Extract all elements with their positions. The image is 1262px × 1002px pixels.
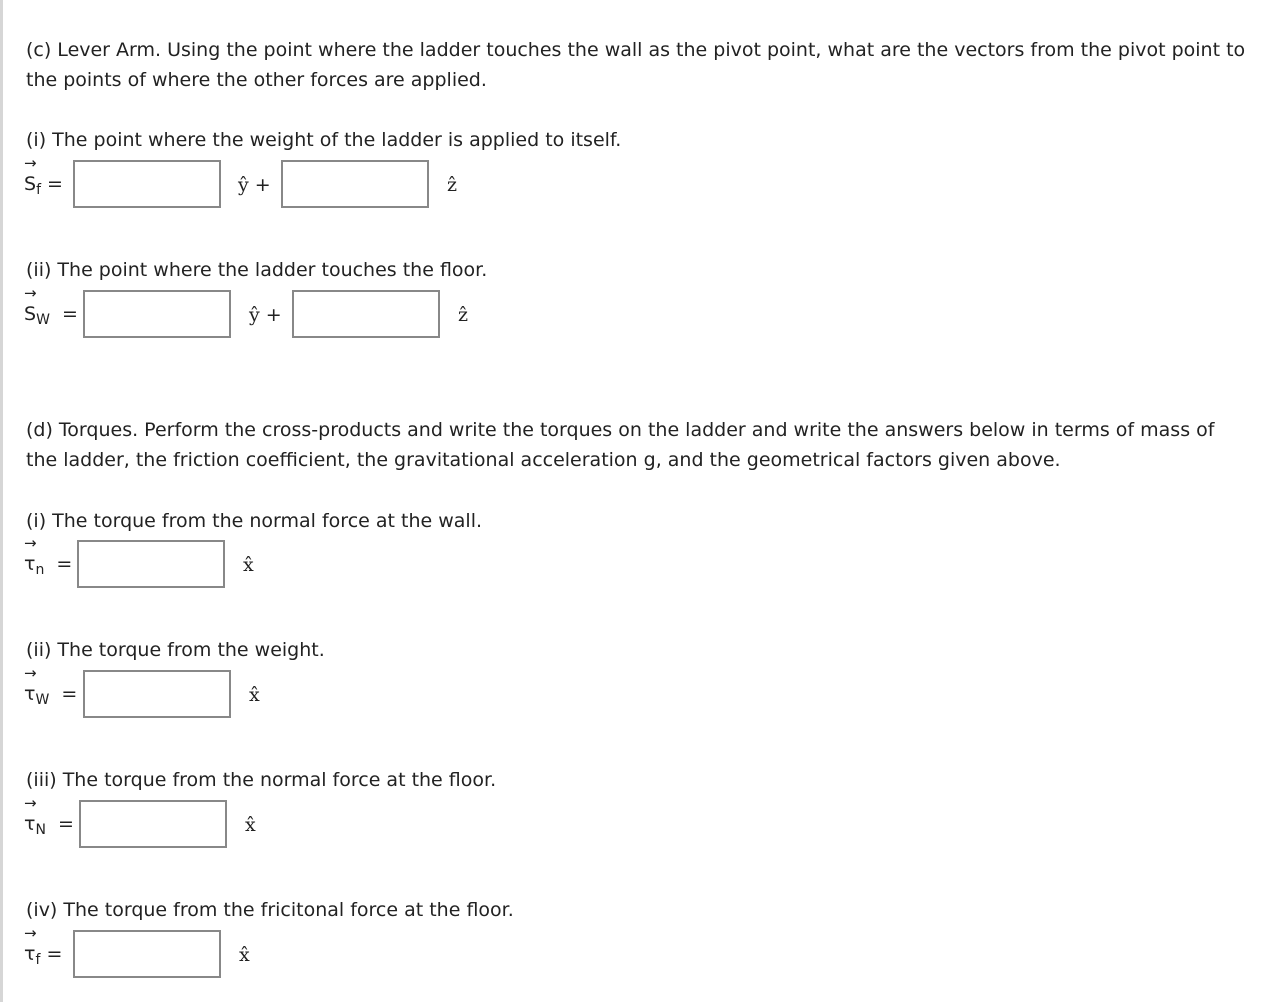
x-hat-unit: x̂ — [243, 554, 254, 576]
part-d-i-prompt: (i) The torque from the normal force at the wall. — [26, 510, 483, 532]
torque-label-w — [24, 664, 78, 714]
sf-y-component-input[interactable] — [73, 160, 221, 208]
torque-label-n — [24, 534, 73, 584]
sf-z-component-input[interactable] — [281, 160, 429, 208]
part-d-ii-prompt: (ii) The torque from the weight. — [26, 639, 325, 661]
equals-sign: = — [62, 303, 78, 325]
part-d-iv-prompt: (iv) The torque from the fricitonal force at the floor. — [26, 899, 514, 921]
vector-arrow-icon: → — [24, 284, 37, 302]
x-hat-unit: x̂ — [239, 944, 250, 966]
torque-label-floor-n — [24, 794, 74, 844]
part-c-ii-prompt: (ii) The point where the ladder touches the floor. — [26, 259, 488, 281]
vector-symbol: → $\tau_N$ — [24, 794, 46, 838]
part-d-iii-prompt: (iii) The torque from the normal force at the floor. — [26, 769, 497, 791]
tau-floor-n-input[interactable] — [79, 800, 227, 848]
z-hat-unit: ẑ — [447, 174, 458, 196]
vector-arrow-icon: → — [24, 794, 37, 812]
left-border — [0, 0, 3, 1002]
vector-symbol: → $\tau_f$ — [24, 924, 41, 968]
vector-arrow-icon: → — [24, 664, 37, 682]
vector-symbol: → $S_f$ — [24, 154, 41, 198]
x-hat-unit: x̂ — [249, 684, 260, 706]
tau-n-input[interactable] — [77, 540, 225, 588]
equals-sign: = — [47, 173, 63, 195]
vector-label-sf — [24, 154, 63, 204]
vector-symbol: → $\tau_n$ — [24, 534, 45, 578]
part-c-i-prompt: (i) The point where the weight of the ladder is applied to itself. — [26, 129, 622, 151]
torque-label-f — [24, 924, 63, 974]
equals-sign: = — [46, 943, 63, 965]
vector-arrow-icon: → — [24, 534, 37, 552]
vector-symbol: → $S_W$ — [24, 284, 50, 328]
tau-f-input[interactable] — [73, 930, 221, 978]
equals-sign: = — [56, 553, 73, 575]
vector-symbol: → $\tau_W$ — [24, 664, 50, 708]
part-d-heading: (d) Torques. Perform the cross-products and write the torques on the ladder and write the answers below in terms of mass of the ladder, the friction coefficient, the gravitational acceleration g, and the geometrical factors given above. — [26, 419, 1215, 471]
vector-arrow-icon: → — [24, 924, 37, 942]
sw-y-component-input[interactable] — [83, 290, 231, 338]
sw-z-component-input[interactable] — [292, 290, 440, 338]
equals-sign: = — [61, 683, 78, 705]
part-c-heading: (c) Lever Arm. Using the point where the ladder touches the wall as the pivot point, what are the vectors from the pivot point to the points of where the other forces are applied. — [26, 39, 1246, 91]
y-hat-unit: ŷ + — [238, 174, 271, 196]
vector-label-sw — [24, 284, 78, 334]
z-hat-unit: ẑ — [458, 304, 469, 326]
y-hat-unit: ŷ + — [249, 304, 282, 326]
tau-w-input[interactable] — [83, 670, 231, 718]
equals-sign: = — [58, 813, 74, 835]
vector-arrow-icon: → — [24, 154, 37, 172]
x-hat-unit: x̂ — [245, 814, 256, 836]
